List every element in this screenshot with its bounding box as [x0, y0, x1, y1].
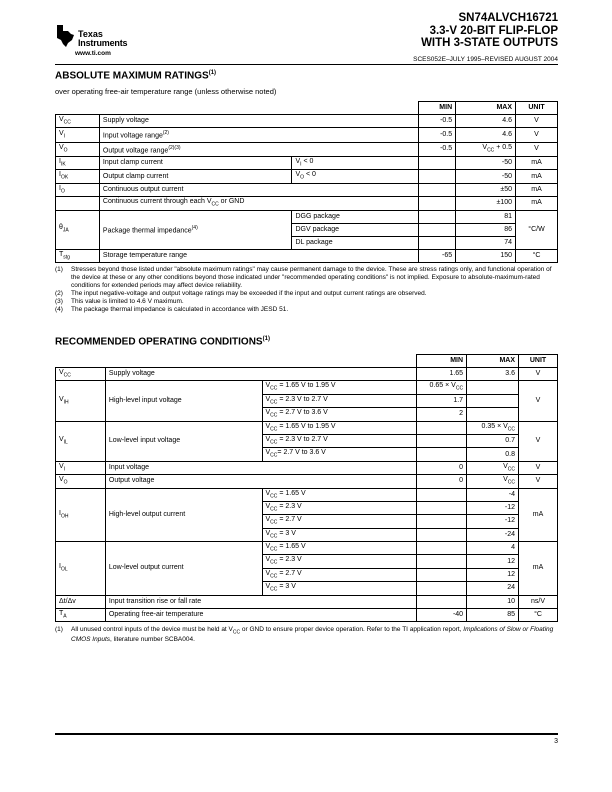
table-row: $V_{CC} = 2.3$ V to 2.7 V 1.7 [56, 394, 558, 407]
table-header-row: MIN MAX UNIT [56, 102, 558, 115]
table-row: $T_A$ Operating free-air temperature -40 85 °C [56, 608, 558, 621]
table-row: $V_{CC} = 3$ V -24 [56, 528, 558, 541]
header-rule [55, 64, 558, 65]
roc-title: RECOMMENDED OPERATING CONDITIONS$^{(1)}$ [55, 336, 270, 348]
footnote: (4) The package thermal impedance is calculated in accordance with JESD 51. [55, 306, 289, 313]
table-row: $V_I$ Input voltage 0 $V_{CC}$ V [56, 461, 558, 474]
footer-rule [55, 733, 558, 735]
table-row: $I_{OK}$ Output clamp current $V_O < 0$ -50 mA [56, 170, 558, 183]
table-row: $I_{OH}$ High-level output current $V_{CC} = 1.65$ V -4 mA [56, 488, 558, 501]
title-line1: 3.3-V 20-BIT FLIP-FLOP [429, 24, 558, 37]
texas-state-icon [55, 24, 75, 48]
footnote: (2) The input negative-voltage and output voltage ratings may be exceeded if the input and output current ratings are observed. [55, 290, 427, 297]
table-row: $V_I$ Input voltage range$^{(2)}$ -0.5 4.6 V [56, 128, 558, 142]
footnote: (1) All unused control inputs of the device must be held at $V_{CC}$ or GND to ensure proper device operation. Refer to the TI application report, Implications of Slow or Floating CMOS Inputs, literature number SCBA004. [55, 626, 554, 644]
table-row: $V_{CC} = 3$ V 24 [56, 582, 558, 595]
table-row: $I_O$ Continuous output current ±50 mA [56, 183, 558, 196]
table-row: $V_{CC} = 2.3$ V to 2.7 V 0.7 [56, 434, 558, 447]
table-row: $V_{CC} = 2.7$ V -12 [56, 515, 558, 528]
amr-notes [55, 266, 558, 314]
table-row: Continuous current through each $V_{CC}$ or GND ±100 mA [56, 197, 558, 210]
table-row: $I_{OL}$ Low-level output current $V_{CC} = 1.65$ V 4 mA [56, 542, 558, 555]
table-row: Δt/Δv Input transition rise or fall rate 10 ns/V [56, 595, 558, 608]
table-row: $V_{CC} = 2.7$ V to 3.6 V 2 [56, 408, 558, 421]
page-number: 3 [554, 738, 558, 745]
table-row: $V_O$ Output voltage range$^{(2)(3)}$ -0.5 $V_{CC} + 0.5$ V [56, 142, 558, 156]
table-row: $\theta_{JA}$ Package thermal impedance$^{(4)}$ DGG package 81 °C/W [56, 210, 558, 223]
ti-logo [55, 24, 135, 62]
table-row: DL package 74 [56, 236, 558, 249]
table-row: $I_{IK}$ Input clamp current $V_I < 0$ -50 mA [56, 157, 558, 170]
part-number: SN74ALVCH16721 [458, 12, 558, 24]
amr-title: ABSOLUTE MAXIMUM RATINGS$^{(1)}$ [55, 70, 217, 82]
footnote: (1) Stresses beyond those listed under "absolute maximum ratings" may cause permanent damage to the device. These are stress ratings only, and functional operation of the device at these or any other conditions beyond those indicated under "recommended operating conditions" is not implied. Exposure to absolute-maximum-rated conditions for extended periods may affect device reliability. [55, 266, 552, 289]
roc-table [55, 354, 558, 622]
roc-notes [55, 626, 558, 644]
table-row: $V_O$ Output voltage 0 $V_{CC}$ V [56, 475, 558, 488]
table-row: $T_{stg}$ Storage temperature range -65 150 °C [56, 249, 558, 262]
logo-line1: Texas [78, 29, 103, 39]
amr-table [55, 101, 558, 263]
table-row: $V_{IL}$ Low-level input voltage $V_{CC} = 1.65$ V to 1.95 V $0.35 \times V_{CC}$ V [56, 421, 558, 434]
table-row: $V_{CC}$ Supply voltage -0.5 4.6 V [56, 115, 558, 128]
amr-subtitle: over operating free-air temperature range (unless otherwise noted) [55, 87, 277, 96]
footnote: (3) This value is limited to 4.6 V maximum. [55, 298, 184, 305]
table-row: $V_{CC}= 2.7$ V to 3.6 V 0.8 [56, 448, 558, 461]
table-row: $V_{CC} = 2.7$ V 12 [56, 568, 558, 581]
table-row: $V_{CC}$ Supply voltage 1.65 3.6 V [56, 368, 558, 381]
logo-url[interactable]: www.ti.com [75, 50, 111, 57]
table-row: $V_{CC} = 2.3$ V -12 [56, 501, 558, 514]
table-row: $V_{CC} = 2.3$ V 12 [56, 555, 558, 568]
table-row: $V_{IH}$ High-level input voltage $V_{CC} = 1.65$ V to 1.95 V $0.65 \times V_{CC}$ V [56, 381, 558, 394]
title-line2: WITH 3-STATE OUTPUTS [421, 37, 558, 49]
logo-line2: Instruments [78, 38, 128, 48]
doc-header [421, 12, 558, 50]
table-header-row: MIN MAX UNIT [56, 355, 558, 368]
doc-id: SCES052E–JULY 1995–REVISED AUGUST 2004 [413, 56, 558, 63]
table-row: DGV package 86 [56, 223, 558, 236]
